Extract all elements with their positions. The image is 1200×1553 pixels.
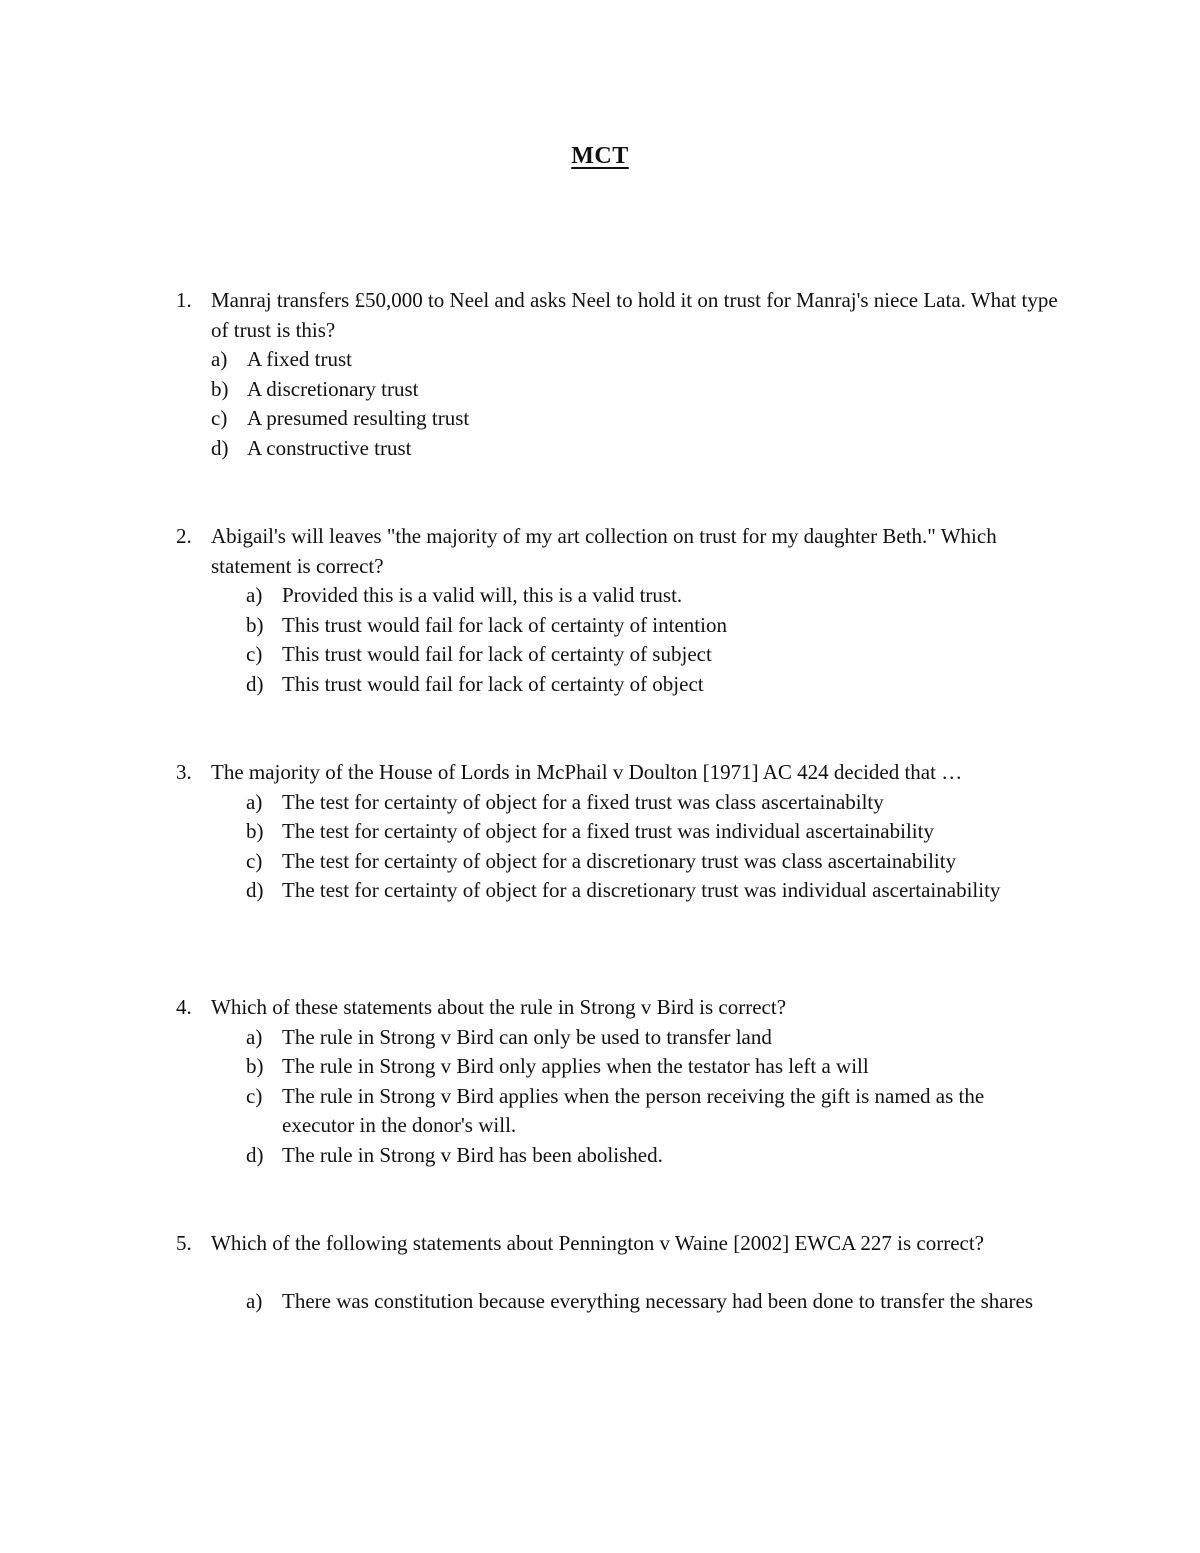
option-text: The rule in Strong v Bird can only be used to transfer land: [282, 1024, 772, 1049]
document-title: MCT: [571, 143, 629, 169]
option-letter: b): [211, 376, 229, 401]
option-text: This trust would fail for lack of certainty of intention: [282, 612, 727, 637]
option-letter: d): [246, 878, 264, 902]
option-letter: d): [246, 671, 264, 696]
option-list: [246, 788, 1036, 906]
option-text: The rule in Strong v Bird has been abolished.: [282, 1142, 663, 1167]
option-text: The test for certainty of object for a fixed trust was individual ascertainability: [282, 819, 934, 843]
option-letter: a): [246, 583, 263, 607]
option-a: [211, 345, 1001, 375]
option-letter: a): [246, 1288, 263, 1313]
option-c: [246, 640, 1036, 670]
option-b: [211, 375, 1001, 405]
question-number: 2.: [176, 524, 192, 548]
option-list: [211, 345, 1001, 463]
option-list: [246, 1023, 1036, 1171]
option-a: [246, 788, 1036, 818]
option-letter: b): [246, 1054, 264, 1078]
option-letter: c): [211, 406, 228, 430]
option-letter: a): [246, 789, 263, 814]
option-text: The test for certainty of object for a fixed trust was class ascertainabilty: [282, 789, 884, 814]
option-a: [246, 1023, 1036, 1053]
question-4: [176, 993, 1076, 1170]
option-letter: b): [246, 612, 264, 637]
question-text: Manraj transfers £50,000 to Neel and asks Neel to hold it on trust for Manraj's niece Lata. What type of trust is this?: [211, 288, 1058, 342]
option-text: A discretionary trust: [247, 376, 419, 401]
option-text: This trust would fail for lack of certainty of subject: [282, 642, 712, 666]
option-letter: a): [211, 347, 228, 371]
option-letter: c): [246, 848, 263, 873]
question-3: [176, 758, 1076, 906]
question-text: Which of these statements about the rule in Strong v Bird is correct?: [211, 995, 787, 1019]
option-text: A presumed resulting trust: [247, 406, 470, 430]
option-c: [246, 1082, 1036, 1141]
option-letter: d): [211, 435, 229, 460]
option-letter: b): [246, 819, 264, 843]
option-d: [246, 876, 1036, 906]
option-b: [246, 1052, 1036, 1082]
option-letter: c): [246, 642, 263, 666]
option-d: [246, 670, 1036, 700]
question-number: 4.: [176, 995, 192, 1019]
option-text: A fixed trust: [247, 347, 352, 371]
option-text: There was constitution because everything necessary had been done to transfer the shares: [282, 1288, 1034, 1313]
option-text: The test for certainty of object for a discretionary trust was class ascertainability: [282, 848, 957, 873]
option-a: [246, 581, 1036, 611]
option-list: [246, 581, 1036, 699]
option-c: [246, 847, 1036, 877]
option-d: [211, 434, 1001, 464]
option-text: This trust would fail for lack of certainty of object: [282, 671, 704, 696]
question-5: [176, 1229, 1076, 1316]
question-number: 5.: [176, 1231, 192, 1255]
question-1: [176, 286, 1076, 463]
option-text: The test for certainty of object for a discretionary trust was individual ascertainability: [282, 878, 1001, 902]
option-list: [246, 1287, 1036, 1317]
option-d: [246, 1141, 1036, 1171]
option-letter: d): [246, 1142, 264, 1167]
option-letter: a): [246, 1024, 263, 1049]
option-text: A constructive trust: [247, 435, 412, 460]
question-text: The majority of the House of Lords in McPhail v Doulton [1971] AC 424 decided that …: [211, 760, 963, 784]
option-letter: c): [246, 1083, 263, 1108]
question-number: 3.: [176, 760, 192, 784]
option-b: [246, 611, 1036, 641]
question-number: 1.: [176, 288, 192, 312]
option-a: [246, 1287, 1036, 1317]
question-text: Which of the following statements about Pennington v Waine [2002] EWCA 227 is correct?: [211, 1231, 985, 1255]
option-text: The rule in Strong v Bird only applies when the testator has left a will: [282, 1054, 869, 1078]
option-text: Provided this is a valid will, this is a valid trust.: [282, 583, 683, 607]
option-c: [211, 404, 1001, 434]
option-b: [246, 817, 1036, 847]
option-text: The rule in Strong v Bird applies when the person receiving the gift is named as the executor in the donor's will.: [282, 1083, 985, 1137]
question-2: [176, 522, 1076, 699]
question-text: Abigail's will leaves "the majority of my art collection on trust for my daughter Beth." Which statement is correct?: [211, 524, 997, 578]
